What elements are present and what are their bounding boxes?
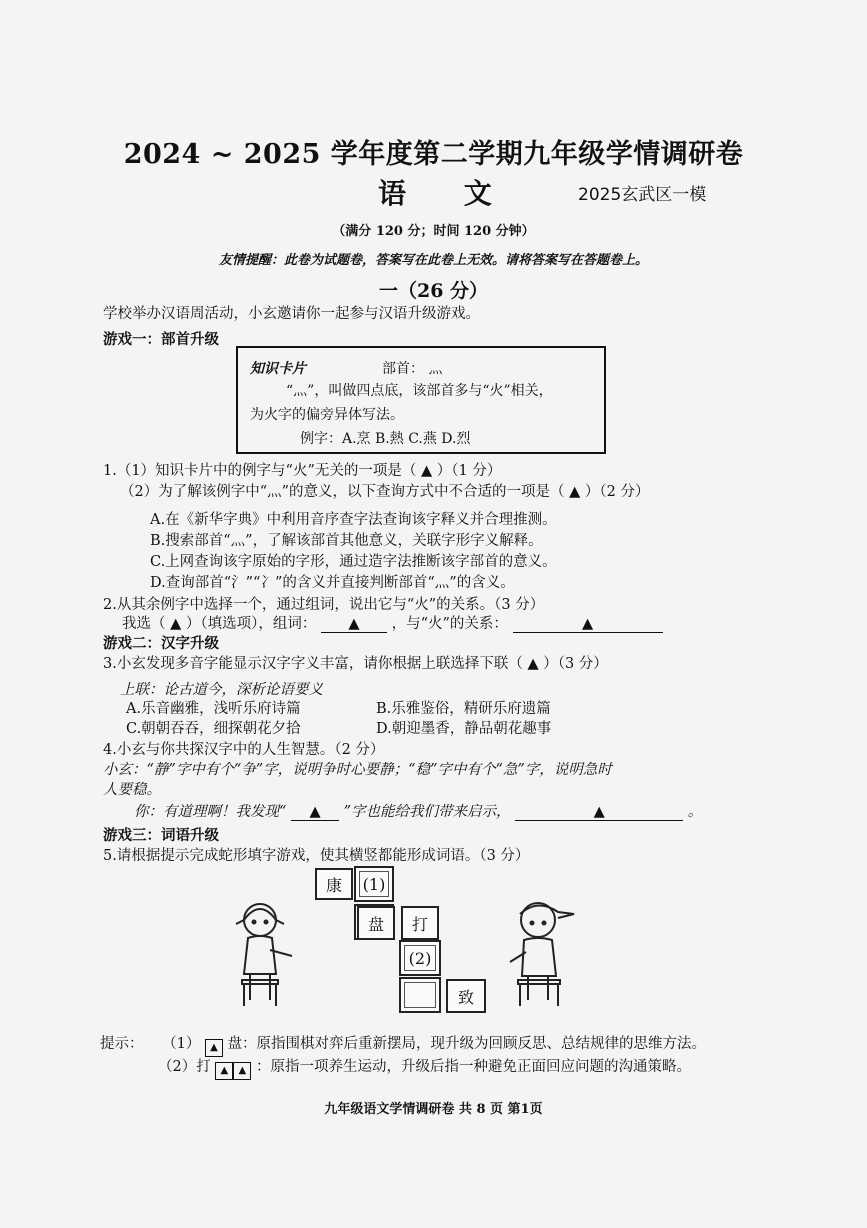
hint-1-text: 盘：原指围棋对弈后重新摆局，现升级为回顾反思、总结规律的思维方法。	[227, 1036, 707, 1052]
q1-option-c: C.上网查询该字原始的字形，通过造字法推断该字部首的意义。	[150, 554, 557, 570]
grid-cell-pan: 盘	[357, 906, 395, 940]
grid-cell-blank-2[interactable]: (2)	[399, 940, 441, 976]
q2-word-blank[interactable]: ▲	[321, 616, 387, 633]
q3-option-a: A.乐音幽雅，浅听乐府诗篇	[126, 701, 301, 717]
q4-you-line: 你：有道理啊！我发现“ ▲ ”字也能给我们带来启示， ▲ 。	[134, 804, 703, 820]
q3-option-c: C.朝朝吞吞，细探朝花夕拾	[126, 721, 301, 737]
q1-part2: （2）为了解该例字中“灬”的意义，以下查询方式中不合适的一项是（ ▲ ）（2 分）	[120, 484, 650, 500]
section-title: 一（26 分）	[378, 280, 489, 302]
q4-xiaoxuan-line1: 小玄：“静”字中有个“争”字，说明争时心要静；“稳”字中有个“急”字，说明急时	[103, 762, 612, 778]
q4-prompt: 4.小玄与你共探汉字中的人生智慧。（2 分）	[103, 742, 385, 758]
exam-info: （满分 120 分；时间 120 分钟）	[332, 224, 535, 239]
knowledge-card	[236, 346, 606, 454]
card-line2: 为火字的偏旁异体写法。	[250, 407, 404, 423]
q4-you-mid: ”字也能给我们带来启示，	[343, 804, 511, 820]
q1-option-b: B.搜索部首“灬”，了解该部首其他意义，关联字形字义解释。	[150, 533, 543, 549]
grid-cell-da: 打	[401, 906, 439, 940]
q1-option-a: A.在《新华字典》中利用音序查字法查询该字释义并合理推测。	[150, 512, 557, 528]
q2-mid: ，与“火”的关系：	[391, 616, 508, 632]
hint-2-box-2[interactable]: ▲	[233, 1062, 251, 1080]
q3-option-b: B.乐雅鉴俗，精研乐府遗篇	[376, 701, 551, 717]
q4-char-blank[interactable]: ▲	[291, 804, 339, 821]
game1-title: 游戏一：部首升级	[103, 331, 219, 348]
hint-1-number: （1）	[162, 1036, 201, 1052]
hint-2-line	[158, 1055, 691, 1080]
grid-cell-blank-1[interactable]: (1)	[354, 866, 394, 902]
card-label: 知识卡片	[250, 361, 306, 377]
q5-prompt: 5.请根据提示完成蛇形填字游戏，使其横竖都能形成词语。（3 分）	[103, 848, 530, 864]
q3-couplet: 上联：论古道今，深析论语要义	[120, 682, 323, 698]
card-line1: “灬”，叫做四点底，该部首多与“火”相关，	[286, 383, 553, 399]
hint-1-line	[100, 1032, 706, 1057]
q2-prompt: 2.从其余例字中选择一个，通过组词，说出它与“火”的关系。（3 分）	[103, 597, 545, 613]
exam-source-tag: 2025玄武区一模	[578, 185, 707, 205]
q4-insight-blank[interactable]: ▲	[515, 804, 683, 821]
hint-2-text: ：原指一项养生运动，升级后指一种避免正面回应问题的沟通策略。	[255, 1059, 691, 1075]
q2-prefix: 我选（ ▲ ）（填选项），组词：	[122, 616, 317, 632]
grid-cell-kang: 康	[315, 868, 353, 900]
exam-tip: 友情提醒：此卷为试题卷，答案写在此卷上无效。请将答案写在答题卷上。	[218, 253, 648, 268]
hints-label: 提示：	[100, 1036, 144, 1052]
hint-2-box-1[interactable]: ▲	[215, 1062, 233, 1080]
q3-option-d: D.朝迎墨香，静品朝花趣事	[376, 721, 552, 737]
card-radical: 部首： 灬	[382, 361, 443, 377]
page-footer: 九年级语文学情调研卷 共 8 页 第1页	[324, 1102, 543, 1117]
card-examples: 例字：A.烹 B.熱 C.燕 D.烈	[300, 431, 471, 447]
q1-part1: 1.（1）知识卡片中的例字与“火”无关的一项是（ ▲ ）（1 分）	[103, 463, 502, 479]
q2-relation-blank[interactable]: ▲	[513, 616, 663, 633]
q4-you-prefix: 你：有道理啊！我发现“	[134, 804, 287, 820]
hint-1-box[interactable]: ▲	[205, 1039, 223, 1057]
girl-figure-illustration	[230, 898, 300, 1010]
game3-title: 游戏三：词语升级	[103, 827, 219, 844]
grid-cell-zhi: 致	[446, 979, 486, 1013]
exam-title: 2024 ~ 2025 学年度第二学期九年级学情调研卷	[123, 139, 744, 170]
intro-text: 学校举办汉语周活动，小玄邀请你一起参与汉语升级游戏。	[103, 306, 480, 322]
grid-cell-blank-2b[interactable]	[399, 977, 441, 1013]
hint-2-number: （2）打	[158, 1059, 211, 1075]
game2-title: 游戏二：汉字升级	[103, 635, 219, 652]
subject-title: 语 文	[378, 177, 516, 210]
boy-figure-illustration	[502, 896, 582, 1010]
q1-option-d: D.查询部首“氵”“冫”的含义并直接判断部首“灬”的含义。	[150, 575, 515, 591]
q3-prompt: 3.小玄发现多音字能显示汉字字义丰富，请你根据上联选择下联（ ▲ ）（3 分）	[103, 656, 608, 672]
q4-xiaoxuan-line2: 人要稳。	[103, 782, 161, 798]
q2-answer-line	[122, 612, 663, 633]
